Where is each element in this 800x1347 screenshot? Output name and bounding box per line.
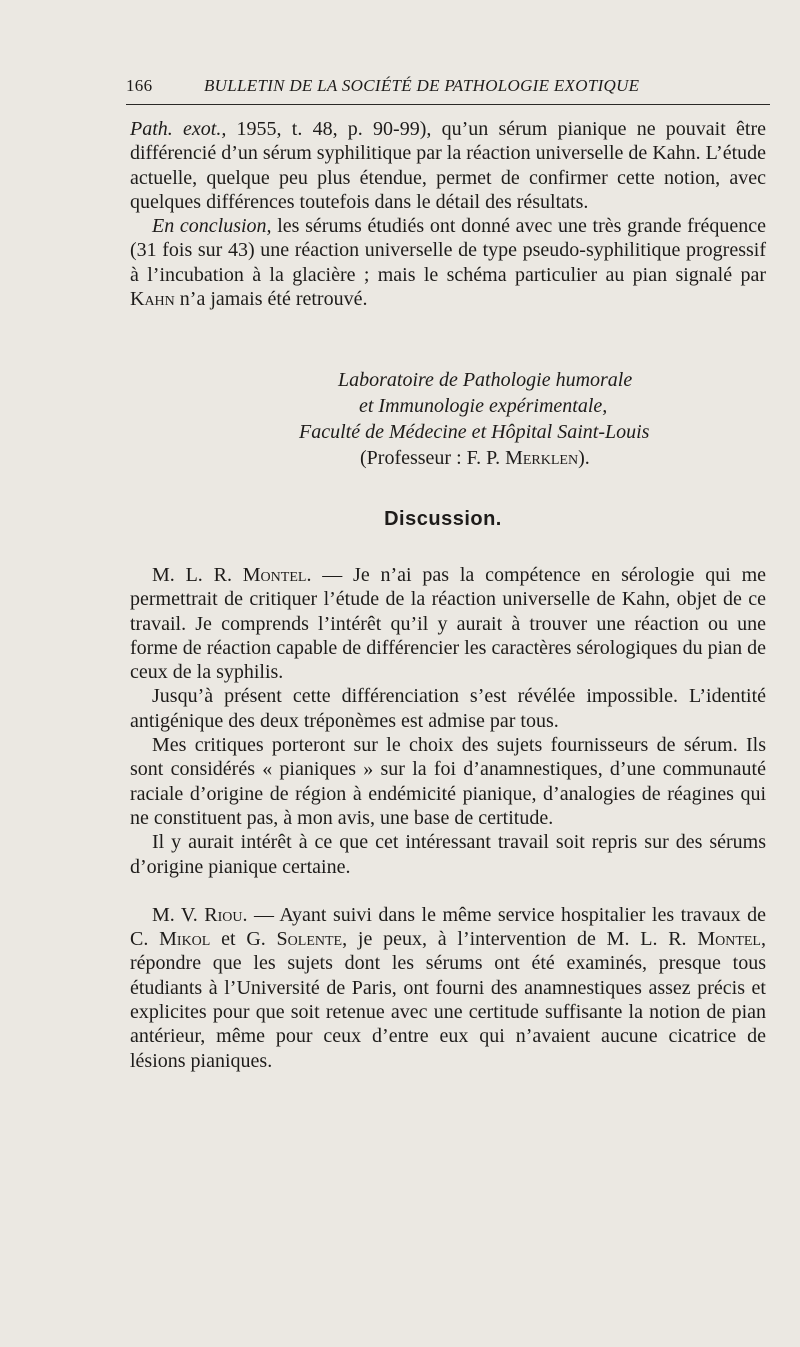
speaker-riou: Riou <box>204 903 243 926</box>
riou-paragraph <box>130 903 766 1073</box>
signature-prof-name: Merklen <box>505 447 579 469</box>
signature-line-3: Faculté de Médecine et Hôpital Saint-Louis <box>299 421 650 443</box>
montel-paragraph-2: Jusqu’à présent cette différenciation s’est révélée impossible. L’identité antigénique des deux tréponèmes est admise par tous. <box>130 685 766 732</box>
riou-text-1: . — Ayant suivi dans le même service hospitalier les travaux de C. <box>130 903 766 951</box>
intro-text: 1955, t. 48, p. 90-99), qu’un sérum pianique ne pouvait être différencié d’un sérum syphilitique par la réaction universelle de Kahn. L’étude actuelle, quelque peu plus étendue, permet de confirmer cette notion, avec quelques différences toutefois dans le détail des résultats. <box>130 118 766 213</box>
signature-line-4 <box>360 445 590 471</box>
montel-paragraph-3: Mes critiques porteront sur le choix des sujets fournisseurs de sérum. Ils sont considérés « pianiques » sur la foi d’anamnestiques, d’une communauté raciale d’origine de région à endémicité pianique, d’analogies de réagines qui ne constituent pas, à mon avis, une base de certitude. <box>130 734 766 829</box>
paragraph-gap <box>130 879 766 903</box>
montel-speaker-prefix: M. L. R. <box>152 564 243 586</box>
name-solente: Solente <box>276 928 343 951</box>
conclusion-lead: En conclusion, <box>152 215 272 238</box>
author-kahn: Kahn <box>130 288 175 311</box>
discussion-body <box>130 563 766 1073</box>
running-title: BULLETIN DE LA SOCIÉTÉ DE PATHOLOGIE EXOTIQUE <box>204 76 640 95</box>
header-rule <box>126 104 770 105</box>
montel-paragraph-1 <box>130 563 766 684</box>
name-montel: Montel <box>697 928 761 951</box>
name-mikol: Mikol <box>159 928 211 951</box>
montel-paragraph-4: Il y aurait intérêt à ce que cet intéressant travail soit repris sur des sérums d’origine pianique certaine. <box>130 831 766 878</box>
signature-prof-suffix: ). <box>578 447 590 469</box>
signature-prof-prefix: (Professeur : F. P. <box>360 447 506 469</box>
conclusion-text-1: les sérums étudiés ont donné avec une très grande fréquence (31 fois sur 43) une réaction universelle de type pseudo-syphilitique progressif à l’incubation à la glacière ; mais le schéma particulier au pian signalé par <box>130 215 766 286</box>
signature-line-1: Laboratoire de Pathologie humorale <box>338 369 633 391</box>
conclusion-text-2: n’a jamais été retrouvé. <box>174 288 368 311</box>
speaker-montel: Montel <box>242 564 307 586</box>
signature-line-2: et Immunologie expérimentale, <box>359 395 608 417</box>
riou-text-3: , je peux, à l’intervention de M. L. R. <box>342 928 698 951</box>
discussion-heading: Discussion. <box>384 508 502 530</box>
reference-journal: Path. exot., <box>130 118 227 140</box>
riou-text-2: et G. <box>210 928 277 951</box>
riou-speaker-prefix: M. V. <box>152 903 205 926</box>
body-top <box>130 117 766 311</box>
riou-text-4: , répondre que les sujets dont les sérums ont été examinés, presque tous étudiants à l’Université de Paris, ont fourni des anamnestiques assez précis et explicites pour que soit retenue avec une certitude suffisante la notion de pian antérieur, même pour ceux d’entre eux qui n’avaient aucune cicatrice de lésions pianiques. <box>130 928 766 1072</box>
conclusion-paragraph <box>130 214 766 311</box>
montel-text-1: . — Je n’ai pas la compétence en sérologie qui me permettrait de critiquer l’étude de la réaction universelle de Kahn, objet de ce travail. Je comprends l’intérêt qu’il y aurait à trouver une réaction ou une forme de réaction capable de différencier les caractères sérologiques du pian de ceux de la syphilis. <box>130 564 767 684</box>
intro-paragraph <box>130 117 766 214</box>
page-number: 166 <box>126 76 153 95</box>
